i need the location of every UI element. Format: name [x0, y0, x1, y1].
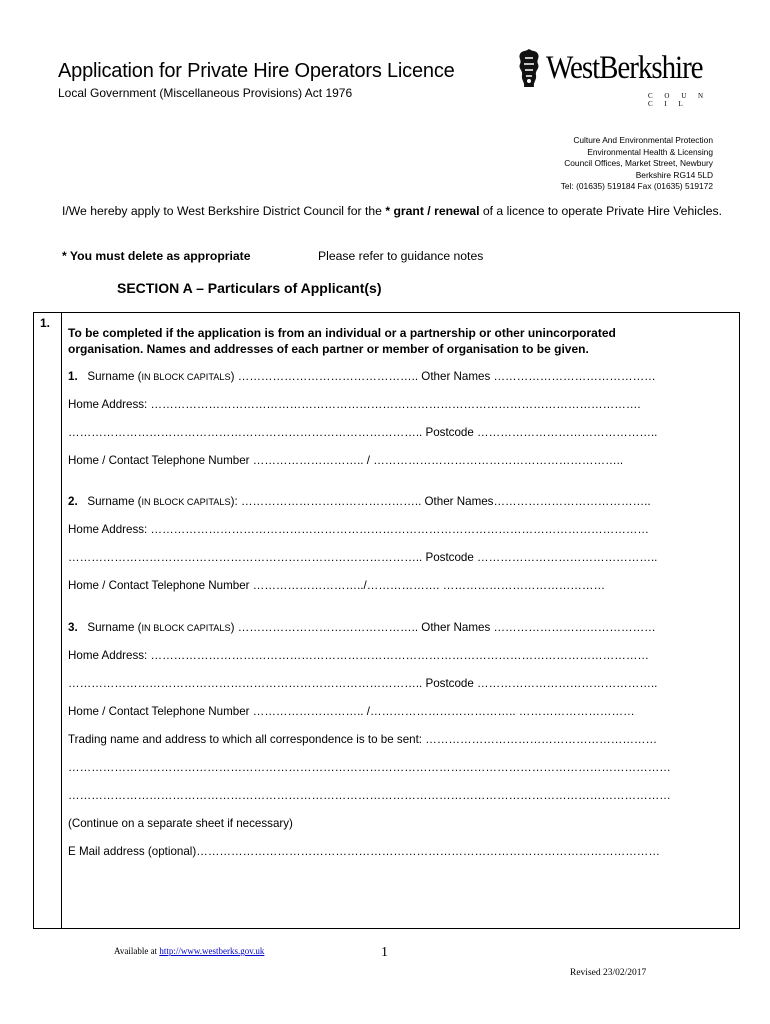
crest-icon	[516, 48, 542, 90]
page-number: 1	[381, 945, 388, 960]
instructions-line: To be completed if the application is from an individual or a partnership or other unincorporated	[68, 326, 616, 340]
applicant-1-telephone[interactable]: Home / Contact Telephone Number ……………………….. / ………………………………………………………..	[68, 454, 624, 467]
guidance-note: Please refer to guidance notes	[318, 249, 484, 263]
application-statement	[62, 204, 722, 219]
block-caps-note: IN BLOCK CAPITALS	[141, 623, 231, 633]
intro-text: I/We hereby apply to West Berkshire District Council for the	[62, 204, 386, 218]
address-line: Tel: (01635) 519184 Fax (01635) 519172	[560, 181, 713, 191]
delete-note: * You must delete as appropriate	[62, 249, 251, 263]
applicant-1-name-field[interactable]	[68, 370, 656, 383]
applicant-1-postcode[interactable]: ……………………………………………………………………………….. Postcode ………………………………………..	[68, 426, 658, 439]
number-column-divider	[61, 312, 62, 929]
instructions-line: organisation. Names and addresses of each partner or member of organisation to be given.	[68, 342, 589, 356]
applicant-2-home-address[interactable]: Home Address: …………………………………………………………………………………………………………………	[68, 523, 650, 536]
logo-subtext: C O U N C I L	[648, 92, 709, 108]
surname-label: Surname (	[87, 370, 142, 383]
form-title: Application for Private Hire Operators Licence	[58, 60, 455, 82]
trading-address-line[interactable]: …………………………………………………………………………………………………………………………………………	[68, 761, 671, 774]
website-link[interactable]: http://www.westberks.gov.uk	[159, 946, 265, 956]
surname-dots: ): ……………………………………….. Other Names…………………………………..	[230, 495, 651, 508]
trading-address-line[interactable]: …………………………………………………………………………………………………………………………………………	[68, 789, 671, 802]
block-caps-note: IN BLOCK CAPITALS	[141, 497, 231, 507]
address-line: Environmental Health & Licensing	[587, 146, 713, 157]
section-heading: SECTION A – Particulars of Applicant(s)	[117, 280, 382, 296]
applicant-number: 3.	[68, 621, 78, 634]
revision-date: Revised 23/02/2017	[570, 968, 647, 978]
address-line: Council Offices, Market Street, Newbury	[564, 158, 713, 168]
applicant-2-name-field[interactable]	[68, 495, 651, 508]
address-line: Culture And Environmental Protection	[573, 135, 713, 145]
surname-dots: ) ……………………………………….. Other Names ……………………………………	[230, 370, 656, 383]
council-address	[561, 135, 713, 193]
footer-website	[114, 946, 264, 956]
trading-name-field[interactable]: Trading name and address to which all correspondence is to be sent: ……………………………………………………	[68, 733, 658, 746]
grant-renewal-options[interactable]: * grant / renewal	[385, 204, 480, 218]
surname-label: Surname (	[87, 495, 142, 508]
email-field[interactable]: E Mail address (optional)…………………………………………………………………………………………………………	[68, 845, 660, 858]
applicant-3-postcode[interactable]: ……………………………………………………………………………….. Postcode ………………………………………..	[68, 677, 658, 690]
available-label: Available at	[114, 946, 160, 956]
surname-dots: ) ……………………………………….. Other Names ……………………………………	[230, 621, 656, 634]
address-line: Berkshire RG14 5LD	[635, 169, 713, 180]
applicant-2-telephone[interactable]: Home / Contact Telephone Number ………………………../………………. ……………………………………	[68, 579, 606, 592]
applicant-2-postcode[interactable]: ……………………………………………………………………………….. Postcode ………………………………………..	[68, 551, 658, 564]
logo-wordmark: WestBerkshire	[546, 50, 703, 86]
applicant-number: 1.	[68, 370, 78, 383]
applicant-1-home-address[interactable]: Home Address: ……………………………………………………………………………………………………………….	[68, 398, 641, 411]
surname-label: Surname (	[87, 621, 142, 634]
applicant-number: 2.	[68, 495, 78, 508]
applicant-3-name-field[interactable]	[68, 621, 656, 634]
applicant-3-telephone[interactable]: Home / Contact Telephone Number ……………………….. /……………………………….. …………………………	[68, 705, 635, 718]
form-subtitle: Local Government (Miscellaneous Provisions) Act 1976	[58, 86, 353, 100]
continue-note: (Continue on a separate sheet if necessary)	[68, 817, 293, 830]
applicant-3-home-address[interactable]: Home Address: …………………………………………………………………………………………………………………	[68, 649, 650, 662]
section-number: 1.	[40, 316, 51, 330]
intro-text-end: of a licence to operate Private Hire Vehicles.	[479, 204, 723, 218]
block-caps-note: IN BLOCK CAPITALS	[141, 372, 231, 382]
council-logo	[516, 48, 716, 108]
